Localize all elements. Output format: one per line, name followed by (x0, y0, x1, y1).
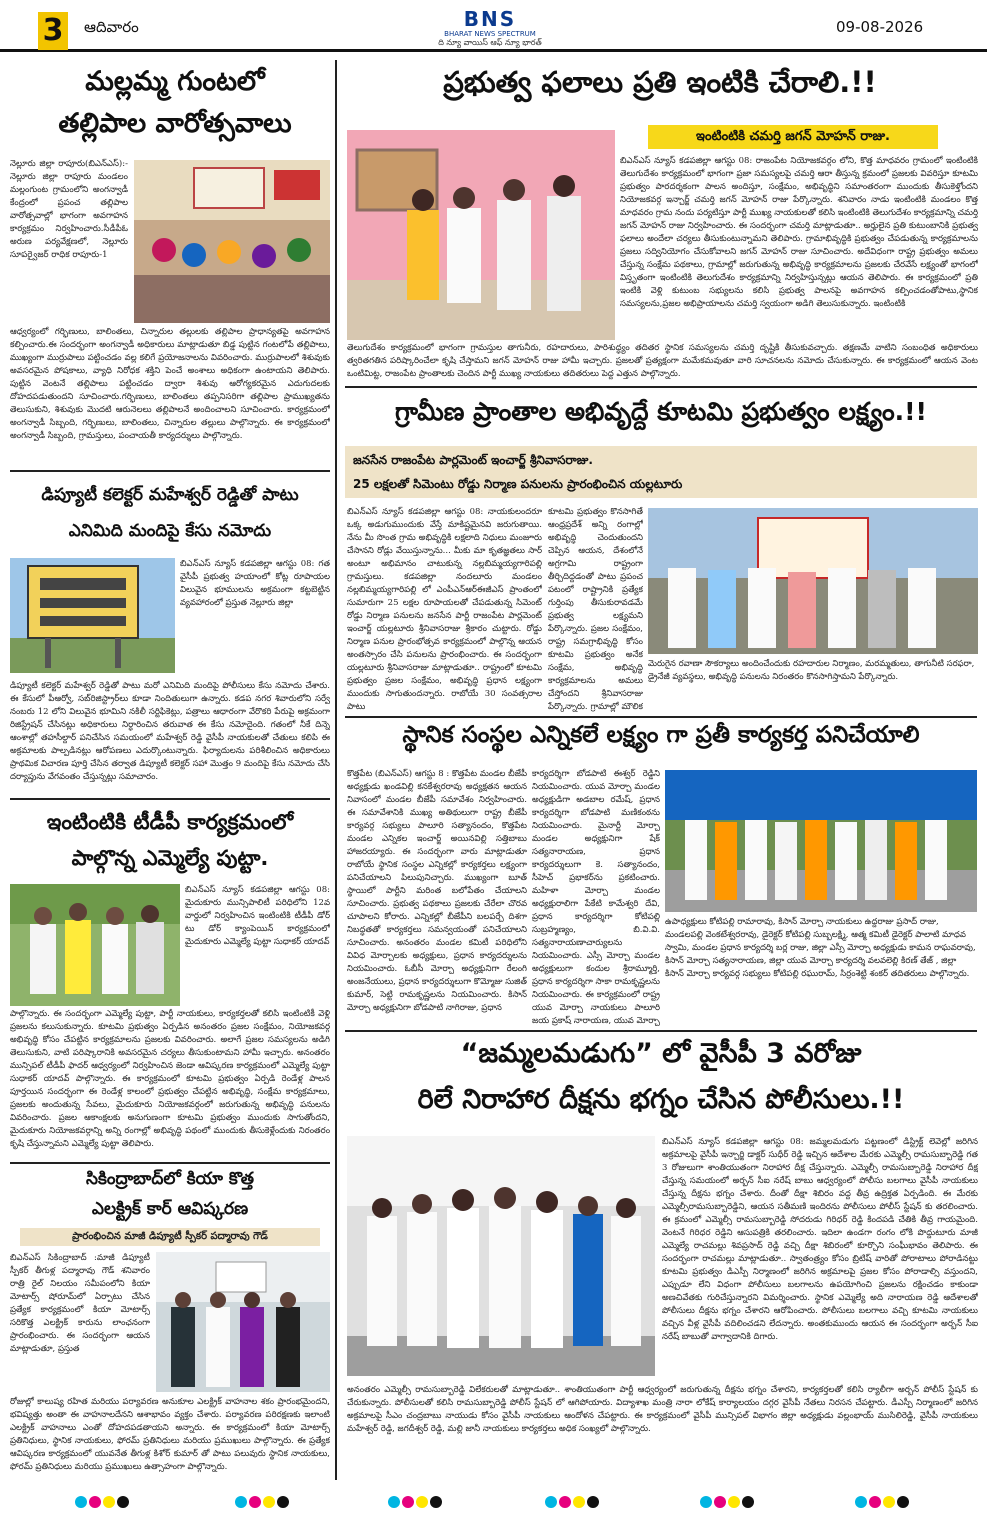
color-marks-5 (700, 1493, 756, 1515)
rural-dev-subhead-1: జనసేన రాజంపేట పార్లమెంట్ ఇంచార్జ్ శ్రీనివాసరాజు. (353, 453, 593, 467)
section-rule (10, 798, 330, 800)
jammalamadugu-photo (347, 1136, 655, 1376)
kia-headline-1: సికింద్రాబాద్‌లో కియా కొత్త (86, 1169, 254, 1189)
deputy-collector-headline-2: ఎనిమిది మందిపై కేసు నమోదు (68, 521, 272, 541)
tdp-headline-1: ఇంటింటికి టీడీపీ కార్యక్రమంలో (46, 810, 294, 834)
local-elections-photo (665, 770, 977, 912)
issue-date: 09-08-2026 (836, 18, 924, 36)
page-number: 3 (38, 12, 68, 50)
day-label: ఆదివారం (84, 18, 139, 36)
jammalamadugu-body: అనంతరం ఎమ్మెల్సీ రామసుబ్బారెడ్డి విలేకరులతో మాట్లాడుతూ.. శాంతియుతంగా పార్టీ ఆధ్వర్యంలో జరుగుతున్న దీక్షను భగ్నం చేశారని, కార్యకర్తలతో కలిసి ర్యాలీగా అర్బన్ పోలీస్ స్టేషన్ కు చేరుకున్నారు. పోలీసులతో కలిసి రామసుబ్బారెడ్డి పోలీస్ స్టేషన్ లో ఆగిపోయారు. విద్యాశాఖ మంత్రి నారా లోకేష్ కార్యాలయం దగ్గర వైసీపీ నేతలు నిరసన చేపట్టారు. డీఎస్పీ నిర్మాణంలో జరిగిన అక్రమాలపై సీఎం చంద్రబాబు నాయుడు కోసం వైసీపీ నాయకులు ఆందోళన చేపట్టారు. ఈ కార్యక్రమంలో వైసీపీ మున్సిపల్ విభాగం జిల్లా అధ్యక్షుడు వల్లంభాయ్ ముసిలిరెడ్డి, వైసీపీ నాయకులు మహేశ్వర్ రెడ్డి, జగదీశ్వర్ రెడ్డి, మల్లి జానీ నాయకులు కార్యకర్తలు అధిక సంఖ్యలో పాల్గొన్నారు. (347, 1385, 978, 1434)
magenta-mark (559, 1496, 571, 1508)
kia-headline-2: ఎలక్ట్రిక్ కార్ ఆవిష్కరణ (91, 1199, 249, 1219)
local-elections-body-col1: కొత్తపేట (బిఎన్ఎస్) ఆగస్టు 8 : కొత్తపేట మండల బీజేపీ అధ్యక్షుడు ఖండవిల్లి కనకేశ్వరరావు అధ్యక్షతన ఆయన నివాసంలో మండల బీజేపీ సమావేశం నిర్వహించారు. ఈ సమావేశానికి ముఖ్య అతిథులుగా రాష్ట్ర బీజేపీ కార్యవర్గ సభ్యులు పాలూరి సత్యానందం, కొత్తపేట మండల ఎన్నికల ఇంచార్జ్ అయినవిల్లి సత్తిబాబు హాజరయ్యారు. ఈ సందర్భంగా వారు మాట్లాడుతూ రాబోయే స్థానిక సంస్థల ఎన్నికల్లో కార్యకర్తలు లక్ష్యంగా పనిచేయాలని పిలుపునిచ్చారు. ముఖ్యంగా బూత్ స్థాయిలో పార్టీని మరింత బలోపేతం చేయాలని సూచించారు. ప్రభుత్వ పథకాలు ప్రజలకు చేరేలా చొరవ చూపాలని కోరారు. ఎన్నికల్లో బీజేపీని బలపర్చే దిశగా నిబద్ధతతో కార్యకర్తలు సమన్వయంతో పనిచేయాలని సూచించారు. అనంతరం మండల కమిటీ పరిధిలోని వివిధ మోర్చాలకు అధ్యక్షులు, ప్రధాన కార్యదర్శులను నియమించారు. ఓబీసీ మోర్చా అధ్యక్షునిగా రేలంగి అంజనేయులు, ప్రధాన కార్యదర్శులుగా కొమ్మోజు సుజిత్ కుమార్, సెట్టి రామకృష్ణలను నియమించారు. కిసాన్ మోర్చా అధ్యక్షునిగా బోడపాటి నాగిరాజు, ప్రధాన (347, 769, 527, 1013)
jammalamadugu-headline-2: రిలే నిరాహార దీక్షను భగ్నం చేసిన పోలీసులు.!! (417, 1084, 905, 1115)
local-elections-body-col2: కార్యదర్శిగా బోడపాటి ఈశ్వర్ రెడ్డిని నియమించారు. యువ మోర్చా మండల అధ్యక్షుడిగా అడబాల రమేష్, ప్రధాన కార్యదర్శిగా బోడపాటి మణికంఠను నియమించారు. మైనార్టీ మోర్చా మండల అధ్యక్షునిగా షేక్ సత్యనారాయణ, ప్రధాన కార్యదర్శులుగా కె. సత్యానందం, సీహెచ్ ప్రభాకర్‌ను ప్రకటించారు. మహిళా మోర్చా మండల అధ్యక్షురాలిగా పేకేటి కామేశ్వరి దేవి, ప్రధాన కార్యదర్శిగా కోటిపల్లి సుబ్రహ్మణ్యం, బి.వి.వి. సత్యనారాయణాచార్యులను నియమించారు. ఎస్సీ మోర్చా మండల అధ్యక్షులుగా కందుల శ్రీరామ్మూర్తి, ప్రధాన కార్యదర్శిగా సాకా రామకృష్ణలను నియమించారు. ఈ కార్యక్రమంలో రాష్ట్ర యువ మోర్చా నాయకులు పాలూరి జయ ప్రకాష్ నారాయణ, యువ మోర్చా (532, 769, 660, 1026)
cyan-mark (388, 1496, 400, 1508)
tdp-body-side: బిఎన్ఎస్ న్యూస్ కడపజిల్లా ఆగస్టు 08: మైదుకూరు మున్సిపాలిటీ పరిధిలోని 12వ వార్డులో నిర్వహించిన ఇంటింటికి టీడీపీ డోర్ టు డోర్ క్యాంపెయిన్ కార్యక్రమంలో మైదుకూరు ఎమ్మెల్యే పుట్టా సుధాకర్ యాదవ్ (185, 885, 330, 947)
rural-dev-subhead-2: 25 లక్షలతో సిమెంటు రోడ్డు నిర్మాణ పనులను ప్రారంభించిన యల్లటూరు (353, 477, 683, 491)
mallamma-photo (134, 160, 330, 323)
cyan-mark (855, 1496, 867, 1508)
rural-dev-photo (648, 508, 978, 654)
yellow-mark (263, 1496, 275, 1508)
logo-sub: BHARAT NEWS SPECTRUM (444, 30, 536, 38)
color-marks-1 (75, 1493, 131, 1515)
magenta-mark (869, 1496, 881, 1508)
magenta-mark (89, 1496, 101, 1508)
kadapa-station-photo (10, 558, 175, 673)
logo-tagline: ది న్యూ వాయిస్ ఆఫ్ న్యూ భారత్ (438, 38, 542, 47)
newspaper-logo (430, 8, 550, 48)
govt-fruits-photo (347, 130, 615, 340)
local-elections-caption: ఉపాధ్యక్షులు కోటిపల్లి రామారావు, కిసాన్ మోర్చా నాయకులు ఉద్దరాజు ప్రసాద్ రాజు, మండలపల్లి వెంకటేశ్వరరావు, డైరెక్టర్ కోటిపల్లి సుబ్బలక్ష్మి, ఆత్మ కమిటీ డైరెక్టర్ పాలాటి మాధవ స్వామి, మండల ప్రధాన కార్యదర్శి బర్ల రాజు, జిల్లా ఎస్సీ మోర్చా అధ్యక్షుడు కామన రాఘవరావు, కిసాన్ మోర్చా సత్యనారాయణ, జిల్లా యువ మోర్చా కార్యదర్శి వలవలెల్లి కిరణ్ తేజ్ , జిల్లా కిసాన్ మోర్చా కార్యవర్గ సభ్యులు కోటిపల్లి రఘురామ్, సిర్రంశెట్టి శంకర్ తదితరులు పాల్గొన్నారు. (665, 917, 976, 979)
yellow-mark (883, 1496, 895, 1508)
cyan-mark (235, 1496, 247, 1508)
magenta-mark (402, 1496, 414, 1508)
section-rule (345, 1030, 977, 1032)
section-rule (345, 386, 977, 388)
govt-fruits-subhead: ఇంటింటికి చమర్తి జగన్ మోహన్ రాజు. (648, 125, 938, 149)
rural-dev-body-col1: బిఎన్ఎస్ న్యూస్ కడపజిల్లా ఆగస్టు 08: నాయకులందరూ ఒక్క అడుగుముందుకు వేస్తే మాకిష్టమైనవి జరుగుతాయి. నేను మీ సొంత గ్రామ అభివృద్ధికి లక్షలాది నిధులు మంజూరు చేసానని రోడ్లు వేయిస్తున్నాను... మీకు మా కృతజ్ఞతలు సార్ అంటూ అభిమానం చాటుకున్న నల్లబిమ్మయ్యగారిపల్లి గ్రామస్తులు. కడపజిల్లా నందలూరు మండలం నల్లబిమ్మయ్యగారిపల్లి లో ఎంపీఎన్ఆర్ఈజీఎస్ ప్రాంతంలో సుమారుగా 25 లక్షల రూపాయలతో చేపడుతున్న సిమెంట్ రోడ్డు నిర్మాణ పనులను జనసేన పార్టీ రాజంపేట పార్లమెంట్ ఇంచార్జ్ యల్లటూరు శ్రీనివాసరాజు శ్రీకారం చుట్టారు. రోడ్డు నిర్మాణ పనుల ప్రారంభోత్సవ కార్యక్రమంలో పాల్గొన్న ఆయన అంతస్సారం చేసి పనులను ప్రారంభించారు. ఈ సందర్భంగా యల్లటూరు శ్రీనివాసరాజు మాట్లాడుతూ.. రాష్ట్రంలో కూటమి ప్రభుత్వం ప్రజల సంక్షేమం, అభివృద్ధి ప్రధాన లక్ష్యంగా ముందుకు సాగుతుందన్నారు. రాబోయే 30 సంవత్సరాల పాటు (347, 507, 542, 712)
cyan-mark (545, 1496, 557, 1508)
jammalamadugu-headline-1: “జమ్మలమడుగు” లో వైసీపీ 3 వరోజు (460, 1038, 862, 1069)
rural-dev-caption: మెరుగైన రవాణా సౌకర్యాలు అందించేందుకు రహదారుల నిర్మాణం, మరమ్మతులు, తాగునీటి సరఫరా, డ్రైనేజీ వ్యవస్థలు, అభివృద్ధి పనులను నిరంతరం కొనసాగిస్తామని పేర్కొన్నారు. (648, 659, 975, 682)
kia-subhead: ప్రారంభించిన మాజీ డిప్యూటీ స్పీకర్ పద్మారావు గౌడ్ (20, 1228, 320, 1246)
kia-body: రోజుల్లో కాలుష్య రహిత మరియు పర్యావరణ అనుకూల ఎలక్ట్రిక్ వాహనాల శకం ప్రారంభమైందని, భవిష్యత్తు అంతా ఈ వాహనాలదేనని ఆశాభావం వ్యక్తం చేశారు. పర్యావరణ పరిరక్షణకు ఇలాంటి ఎలక్ట్రిక్ వాహనాలు ఎంతో దోహదపడతాయని అన్నారు. ఈ కార్యక్రమంలో కియా మోటార్స్ ప్రతినిధులు, స్థానిక నాయకులు, ఫోరమ్ ప్రతినిధులు మరియు ప్రముఖులు పాల్గొన్నారు. ఈ ప్రత్యేక ఆవిష్కరణ కార్యక్రమంలో యువనేత తీగుళ్ల కిశోర్ కుమార్ తో పాటు పలువురు స్థానిక నాయకులు, ఫోరమ్ ప్రతినిధులు మరియు ప్రముఖులు ఉత్సాహంగా పాల్గొన్నారు. (10, 1397, 330, 1472)
column-divider (335, 60, 337, 1480)
yellow-mark (416, 1496, 428, 1508)
section-rule (10, 1162, 330, 1164)
black-mark (277, 1496, 289, 1508)
deputy-collector-body-side: బిఎన్ఎస్ న్యూస్ కడపజిల్లా ఆగస్టు 08: గత వైసీపీ ప్రభుత్వ హయాంలో కోట్ల రూపాయల విలువైన భూములను అక్రమంగా కట్టబెట్టిన వ్యవహారంలో ప్రస్తుత నెల్లూరు జిల్లా (180, 559, 330, 608)
tdp-photo (10, 884, 180, 1006)
logo-main: BNS (463, 7, 517, 31)
black-mark (430, 1496, 442, 1508)
magenta-mark (249, 1496, 261, 1508)
cyan-mark (75, 1496, 87, 1508)
kia-body-side: బిఎన్ఎస్ సికింద్రాబాద్ :మాజీ డిప్యూటీ స్పీకర్ తీగుళ్ల పద్మారావు గౌడ్ శనివారం రాత్రి రైల్ నిలయం సమీపంలోని కియా మోటార్స్ షోరూమ్‌లో ఏర్పాటు చేసిన ప్రత్యేక కార్యక్రమంలో కియా మోటార్స్ సరికొత్త ఎలక్ట్రిక్ కారును లాంఛనంగా ప్రారంభించారు. ఈ సందర్భంగా ఆయన మాట్లాడుతూ, ప్రస్తుత (10, 1253, 150, 1354)
cyan-mark (700, 1496, 712, 1508)
deputy-collector-body: డిప్యూటీ కలెక్టర్ మహేశ్వర్ రెడ్డితో పాటు మరో ఎనిమిది మందిపై పోలీసులు కేసు నమోదు చేశారు. ఈ కేసులో పీఆర్వో, సబ్‌రిజిస్ట్రార్‌లు కూడా నిందితులుగా ఉన్నారు. కడప నగర శివారులోని సర్వే నంబరు 12 లోని విలువైన భూమిని నకిలీ సర్టిఫికెట్లు, పత్రాలు ఆధారంగా వేరొకరి పేరుపై అక్రమంగా రిజిస్ట్రేషన్ చేసినట్లు అధికారులు నిర్ధారించిన తరువాత ఈ కేసు నమోదైంది. గతంలో నీకే దిన్నె ఆంశాల్లో తహసీల్దార్ పనిచేసిన సమయంలో మహేశ్వర్ రెడ్డి వైసీపీ నాయకులతో చేతులు కలిపి ఈ అక్రమాలకు పాల్పడినట్లు ఆరోపణలు ఎదుర్కొంటున్నారు. ఫిర్యాదులను పరిశీలించిన అధికారులు ప్రాథమిక విచారణ పూర్తి చేసిన తర్వాత డిప్యూటీ కలెక్టర్ సహా మొత్తం 9 మందిపై కేసు నమోదు చేసి దర్యాప్తును వేగవంతం చేస్తున్నట్లు సమాచారం. (10, 681, 330, 782)
mallamma-body-side: నెల్లూరు జిల్లా రాపూరు(బిఎన్ఎస్):- నెల్లూరు జిల్లా రాపూరు మండలం మల్లంగుంట గ్రామంలోని అంగన్వాడీ కేంద్రంలో ప్రపంచ తల్లిపాల వారోత్సవాల్లో భాగంగా అవగాహన కార్యక్రమం నిర్వహించారు.సీడీపీఓ అరుణ పర్యవేక్షణలో, నెల్లూరు సూపర్వైజర్ రాధిక రాపూరు-1 (10, 159, 128, 260)
deputy-collector-headline-1: డిప్యూటీ కలెక్టర్ మహేశ్వర్ రెడ్డితో పాటు (41, 485, 299, 505)
color-marks-3 (388, 1493, 444, 1515)
tdp-headline-2: పాల్గొన్న ఎమ్మెల్యే పుట్టా. (71, 846, 269, 870)
yellow-mark (573, 1496, 585, 1508)
mallamma-headline-1: మల్లమ్మ గుంటలో (85, 66, 265, 97)
govt-fruits-body-side: బిఎన్ఎస్ న్యూస్ కడపజిల్లా ఆగస్టు 08: రాజంపేట నియోజకవర్గం లోని, కొత్త మాధవరం గ్రామంలో ఇంటింటికి తెలుగుదేశం కార్యక్రమంలో భాగంగా ప్రజా సమస్యలపై చమర్తి ఆరా తీస్తున్న క్రమంలో ప్రజలకు వివరిస్తూ కూటమి ప్రభుత్వం పారదర్శకంగా పాలన అందిస్తూ, సంక్షేమం, అభివృద్ధిని సమాంతరంగా ముందుకు తీసుకెళ్తోందని నియోజకవర్గ ఇన్చార్జ్ చమర్తి జగన్ మోహన్ రాజు పేర్కొన్నారు. శనివారం నాడు ఇంటింటికి మండలం కొత్త మాధవరం గ్రామ నందు పర్యటిస్తూ పార్టీ ముఖ్య నాయకులతో కలిసి ఇంటింటికి తెలుగుదేశం కార్యక్రమాన్ని చమర్తి జగన్ మోహన్ రాజు నిర్వహించారు. ఈ సందర్భంగా చమర్తి మాట్లాడుతూ.. అర్హులైన ప్రతి కుటుంబానికి ప్రభుత్వ ఫలాలు అందేలా చర్యలు తీసుకుంటున్నామని తెలిపారు. గ్రామాభివృద్ధికి ప్రభుత్వం చేపడుతున్న కార్యక్రమాలను ప్రజలు సద్వినియోగం చేసుకోవాలని జగన్ మోహన్ రాజు సూచించారు. అదేవిధంగా రాష్ట్ర ప్రభుత్వం అమలు చేస్తున్న సంక్షేమ పథకాలు, గ్రామాల్లో జరుగుతున్న అభివృద్ధి కార్యక్రమాలను ప్రజలకు చేరవేసే లక్ష్యంతో భాగంలో విస్తృతంగా ఇంటింటికి తెలుగుదేశం కార్యక్రమాన్ని నిర్వహిస్తున్నట్లు ఆయన తెలిపారు. ఈ కార్యక్రమంలో ప్రతి ఇంటికి వెళ్లి కుటుంబ సభ్యులను కలిసి ప్రభుత్వ పాలనపై అవగాహన కల్పించడంతోపాటు,స్థానిక సమస్యలను,ప్రజల అభిప్రాయాలను చమర్తి స్వయంగా అడిగి తెలుసుకున్నారు. ఇంటింటికి (620, 156, 978, 309)
yellow-mark (728, 1496, 740, 1508)
black-mark (117, 1496, 129, 1508)
rural-dev-subhead-box (345, 446, 977, 498)
govt-fruits-headline: ప్రభుత్వ ఫలాలు ప్రతి ఇంటికి చేరాలి.!! (443, 65, 877, 99)
jammalamadugu-body-side: బిఎన్ఎస్ న్యూస్ కడపజిల్లా ఆగస్టు 08: జమ్మలమడుగు పట్టణంలో డిస్ట్రిక్ట్ లెవెల్లో జరిగిన అక్రమాలపై వైసీపీ ఇన్చార్జి డాక్టర్ సుధీర్ రెడ్డి ఇచ్చిన ఆదేశాల మేరకు ఎమ్మెల్సీ రామసుబ్బారెడ్డి గత 3 రోజులుగా శాంతియుతంగా నిరాహార దీక్ష చేస్తున్నారు. ఎమ్మెల్సీ రామసుబ్బారెడ్డి నిరాహార దీక్ష చేస్తున్న సమయంలో అర్బన్ సీఐ నరేష్ బాబు ఆధ్వర్యంలో పోలీసు బలగాలు వైసీపీ నాయకులు చేస్తున్న దీక్షను భగ్నం చేశారు. దీంతో దీక్షా శిబిరం వద్ద తీవ్ర ఉద్రిక్తత ఏర్పడింది. ఈ మేరకు ఎమ్మెల్సీరామసుబ్బారెడ్డిని, ఆయన సతీమణి ఇందిరను పోలీసులు పోలీస్ స్టేషన్ కు తరలించారు. ఈ క్రమంలో ఎమ్మెల్సీ రామసుబ్బారెడ్డి సోదరుడు గిరిధర్ రెడ్డి కిందపడి చేతికి తీవ్ర గాయమైంది. వెంటనే గిరిధర రెడ్డిని ఆసుపత్రికి తరలించారు. ఇదిలా ఉండగా రంగం లోకి పొద్దుటూరు మాజీ ఎమ్మెల్యే రాచమల్లు శివప్రసాద్ రెడ్డి వచ్చి దీక్షా శిబిరంలో కూర్చొని సంఘీభావం తెలిపారు. ఈ సందర్భంగా రాచమల్లు మాట్లాడుతూ.. స్వాతంత్ర్యం కోసం బ్రిటిష్ వారితో పోరాటాలు పోరాడినట్టు కూటమి ప్రభుత్వం డిఎస్పీ నిర్మాణంలో జరిగిన అక్రమాలపై ప్రజల కోసం పోరాడాల్సి వస్తుందని, ఎప్పుడూ లేని విధంగా పోలీసులు బలగాలను ఉపయోగించి ప్రజలను రక్షించడం కాకుండా అణచివేతకు గురిచేస్తున్నారని విమర్శించారు. స్థానిక ఎమ్మెల్యే అది నారాయణ రెడ్డి ఆదేశాలతో పోలీసులు దీక్షను భగ్నం చేశారని ఆరోపించారు. పోలీసులు బలగాలు వచ్చి కూటమి నాయకులు వచ్చిన వీళ్ల వైసీపీ వదిలించడని లేదన్నారు. అంతకుముందు ఆయన ఈ సందర్భంగా అర్బన్ సీఐ నరేష్ బాబుతో వాగ్వాదానికి దిగారు. (662, 1137, 978, 1342)
mallamma-headline-2: తల్లిపాల వారోత్సవాలు (58, 108, 292, 139)
color-marks-4 (545, 1493, 601, 1515)
black-mark (897, 1496, 909, 1508)
black-mark (742, 1496, 754, 1508)
mallamma-body: ఆధ్వర్యంలో గర్భిణులు, బాలింతలు, చిన్నారుల తల్లులకు తల్లిపాల ప్రాధాన్యతపై అవగాహన కల్పించారు.ఈ సందర్భంగా అంగన్వాడీ అధికారులు మాట్లాడుతూ బిడ్డ పుట్టిన గంటలోపే తల్లిపాలు, ముఖ్యంగా ముర్రుపాలు పట్టించడం వల్ల కలిగే ప్రయోజనాలను వివరించారు. ముర్రుపాలలో శిశువుకు అవసరమైన పోషకాలు, వ్యాధి నిరోధక శక్తిని పెంచే అంశాలు అధికంగా ఉంటాయని తెలిపారు. పుట్టిన వెంటనే తల్లిపాలు పట్టించడం ద్వారా శిశువు ఆరోగ్యకరమైన ఎదుగుదలకు దోహదపడుతుందని సూచించారు.గర్భిణులు, బాలింతలు తప్పనిసరిగా తల్లిపాల ప్రాముఖ్యతను తెలుసుకుని, శిశువుకు మొదటి ఆరునెలలు తల్లిపాలనే అందించాలని సూచించారు. కార్యక్రమంలో అంగన్వాడీ సిబ్బంది, గర్భిణులు, బాలింతలు, చిన్నారుల తల్లులు పాల్గొన్నారు. ఈ కార్యక్రమంలో అంగన్వాడీ సిబ్బంది, గ్రామస్తులు, పంచాయతీ కార్యదర్శులు పాల్గొన్నారు. (10, 327, 330, 441)
rural-dev-headline: గ్రామీణ ప్రాంతాల అభివృద్దే కూటమి ప్రభుత్వం లక్ష్యం.!! (395, 397, 927, 426)
local-elections-headline: స్థానిక సంస్థల ఎన్నికలే లక్ష్యం గా ప్రతీ కార్యకర్త పనిచేయాలి (402, 722, 920, 748)
black-mark (587, 1496, 599, 1508)
color-marks-6 (855, 1493, 911, 1515)
tdp-body: పాల్గొన్నారు. ఈ సందర్భంగా ఎమ్మెల్యే పుట్టా, పార్టీ నాయకులు, కార్యకర్తలతో కలిసి ఇంటింటికీ వెళ్లి ప్రజలను కలుసుకున్నారు. కూటమి ప్రభుత్వం ఏర్పడిన అనంతరం ప్రజల సంక్షేమం, నియోజకవర్గ అభివృద్ధి కోసం చేపట్టిన కార్యక్రమాలను ప్రజలకు వివరించారు. అలాగే ప్రజల సమస్యలను అడిగి తెలుసుకుని, వాటి పరిష్కారానికి అవసరమైన చర్యలు తీసుకుంటామని హామీ ఇచ్చారు. అనంతరం మున్సిపల్ టీడీపీ ఫాదర్ ఆధ్వర్యంలో నిర్వహించిన జెండా ఆవిష్కరణ కార్యక్రమంలో ఎమ్మెల్యే పుట్టా సుధాకర్ యాదవ్ పాల్గొన్నారు. ఈ కార్యక్రమంలో కూటమి ప్రభుత్వం ఏర్పడి రెండేళ్ల పాలన పూర్తయిన సందర్భంగా ఈ రెండేళ్ల కాలంలో ప్రభుత్వం చేపట్టిన అభివృద్ధి, సంక్షేమ కార్యక్రమాలు, ప్రజలకు అందుతున్న సేవలు, మైదుకూరు నియోజకవర్గంలో జరుగుతున్న అభివృద్ధి పనులను వివరించారు. ప్రజల ఆకాంక్షలకు అనుగుణంగా కూటమి ప్రభుత్వం ముందుకు సాగుతోందని, మైదుకూరు నియోజకవర్గాన్ని అన్ని రంగాల్లో అభివృద్ధి పథంలో ముందుకు తీసుకెళ్లేందుకు నిరంతరం కృషి చేస్తున్నామని ఎమ్మెల్యే పుట్టా తెలిపారు. (10, 1009, 330, 1149)
kia-photo (156, 1252, 330, 1392)
section-rule (10, 470, 330, 472)
magenta-mark (714, 1496, 726, 1508)
section-rule (345, 716, 977, 718)
rural-dev-body-col2: కూటమి ప్రభుత్వం కొనసాగితే ఆంధ్రప్రదేశ్ అన్ని రంగాల్లో అభివృద్ధి చెందుతుందని చెప్పిన ఆయన, దేశంలోనే అగ్రగామి రాష్ట్రంగా తీర్చిదిద్దడంతో పాటు ప్రపంచ పటంలో రాష్ట్రానికి ప్రత్యేక గుర్తింపు తీసుకురావడమే ప్రభుత్వ లక్ష్యమని పేర్కొన్నారు. ప్రజల సంక్షేమం, రాష్ట్ర సమగ్రాభివృద్ధి కోసం కూటమి ప్రభుత్వం అనేక సంక్షేమ, అభివృద్ధి కార్యక్రమాలను అమలు చేస్తోందని శ్రీనివాసరాజు పేర్కొన్నారు. గ్రామాల్లో మౌలిక (548, 507, 643, 712)
color-marks-2 (235, 1493, 291, 1515)
govt-fruits-body: తెలుగుదేశం కార్యక్రమంలో భాగంగా గ్రామస్తుల తాగునీరు, రహదారులు, పారిశుద్ధ్యం తదితర స్థానిక సమస్యలను చమర్తి దృష్టికి తీసుకువచ్చారు. తక్షణమే వాటిని సంబంధిత అధికారులు త్వరితగతిన పరిష్కారించేలా కృషి చేస్తామని జగన్ మోహన్ రాజు హామీ ఇచ్చారు. ప్రజలతో ప్రత్యక్షంగా మమేకమవుతూ వారి సూచనలను నమోదు చేసుకున్నారు. ఈ కార్యక్రమంలో ఆయన వెంట ఒంటిమిట్ట, రాజంపేట ప్రాంతాలకు చెందిన పార్టీ ముఖ్య నాయకులు తదితరులు పెద్ద ఎత్తున పాల్గొన్నారు. (347, 343, 978, 379)
yellow-mark (103, 1496, 115, 1508)
